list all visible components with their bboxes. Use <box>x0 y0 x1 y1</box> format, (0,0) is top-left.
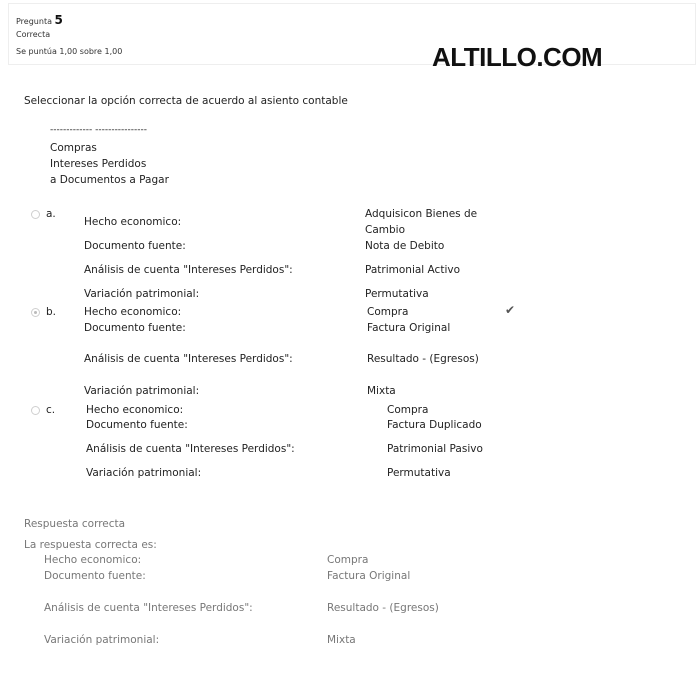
option-c-letter: c. <box>46 404 56 416</box>
option-a-label-hecho: Hecho economico: <box>84 216 182 228</box>
option-b-label-analisis: Análisis de cuenta "Intereses Perdidos": <box>84 353 293 365</box>
option-a-label-analisis: Análisis de cuenta "Intereses Perdidos": <box>84 264 293 276</box>
question-label: Pregunta <box>16 17 52 26</box>
feedback-label-variacion: Variación patrimonial: <box>44 634 160 646</box>
option-c-radio[interactable] <box>31 406 40 415</box>
option-c-value-documento: Factura Duplicado <box>387 419 482 431</box>
option-a-value-hecho-cont: Cambio <box>365 224 406 236</box>
feedback-label-documento: Documento fuente: <box>44 570 146 582</box>
option-b-label-documento: Documento fuente: <box>84 322 186 334</box>
option-b-value-documento: Factura Original <box>367 322 451 334</box>
option-a-value-analisis: Patrimonial Activo <box>365 264 461 276</box>
option-b-value-analisis: Resultado - (Egresos) <box>367 353 479 365</box>
option-c-value-analisis: Patrimonial Pasivo <box>387 443 483 455</box>
entry-line-compras: Compras <box>50 142 97 154</box>
option-b-label-variacion: Variación patrimonial: <box>84 385 200 397</box>
option-b-radio[interactable] <box>31 308 40 317</box>
option-a-value-hecho: Adquisicon Bienes de <box>365 208 478 220</box>
feedback-label-hecho: Hecho economico: <box>44 554 142 566</box>
option-c-label-variacion: Variación patrimonial: <box>86 467 202 479</box>
option-a-label-variacion: Variación patrimonial: <box>84 288 200 300</box>
option-a-letter: a. <box>46 208 56 220</box>
entry-line-intereses: Intereses Perdidos <box>50 158 147 170</box>
option-a-radio[interactable] <box>31 210 40 219</box>
question-status: Correcta <box>16 30 51 39</box>
entry-line-documentos: a Documentos a Pagar <box>50 174 169 186</box>
feedback-value-analisis: Resultado - (Egresos) <box>327 602 439 614</box>
option-c-label-documento: Documento fuente: <box>86 419 188 431</box>
option-b-label-hecho: Hecho economico: <box>84 306 182 318</box>
option-a-label-documento: Documento fuente: <box>84 240 186 252</box>
option-c-value-variacion: Permutativa <box>387 467 451 479</box>
option-a-value-variacion: Permutativa <box>365 288 429 300</box>
feedback-value-hecho: Compra <box>327 554 369 566</box>
watermark-logo: ALTILLO.COM <box>432 42 603 72</box>
question-prompt: Seleccionar la opción correcta de acuerdo al asiento contable <box>24 95 348 107</box>
option-a-value-documento: Nota de Debito <box>365 240 445 252</box>
question-info <box>16 13 63 27</box>
option-b-value-hecho: Compra <box>367 306 409 318</box>
question-number: 5 <box>54 13 63 27</box>
feedback-value-documento: Factura Original <box>327 570 411 582</box>
option-b-letter: b. <box>46 306 57 318</box>
feedback-label-analisis: Análisis de cuenta "Intereses Perdidos": <box>44 602 253 614</box>
option-b-value-variacion: Mixta <box>367 385 396 397</box>
feedback-intro: La respuesta correcta es: <box>24 539 157 551</box>
check-icon: ✔ <box>505 303 516 317</box>
question-score: Se puntúa 1,00 sobre 1,00 <box>16 47 123 56</box>
option-c-label-hecho: Hecho economico: <box>86 404 184 416</box>
entry-dashes: ------------- ---------------- <box>50 125 148 135</box>
option-c-value-hecho: Compra <box>387 404 429 416</box>
feedback-title: Respuesta correcta <box>24 518 126 530</box>
feedback-value-variacion: Mixta <box>327 634 356 646</box>
option-c-label-analisis: Análisis de cuenta "Intereses Perdidos": <box>86 443 295 455</box>
